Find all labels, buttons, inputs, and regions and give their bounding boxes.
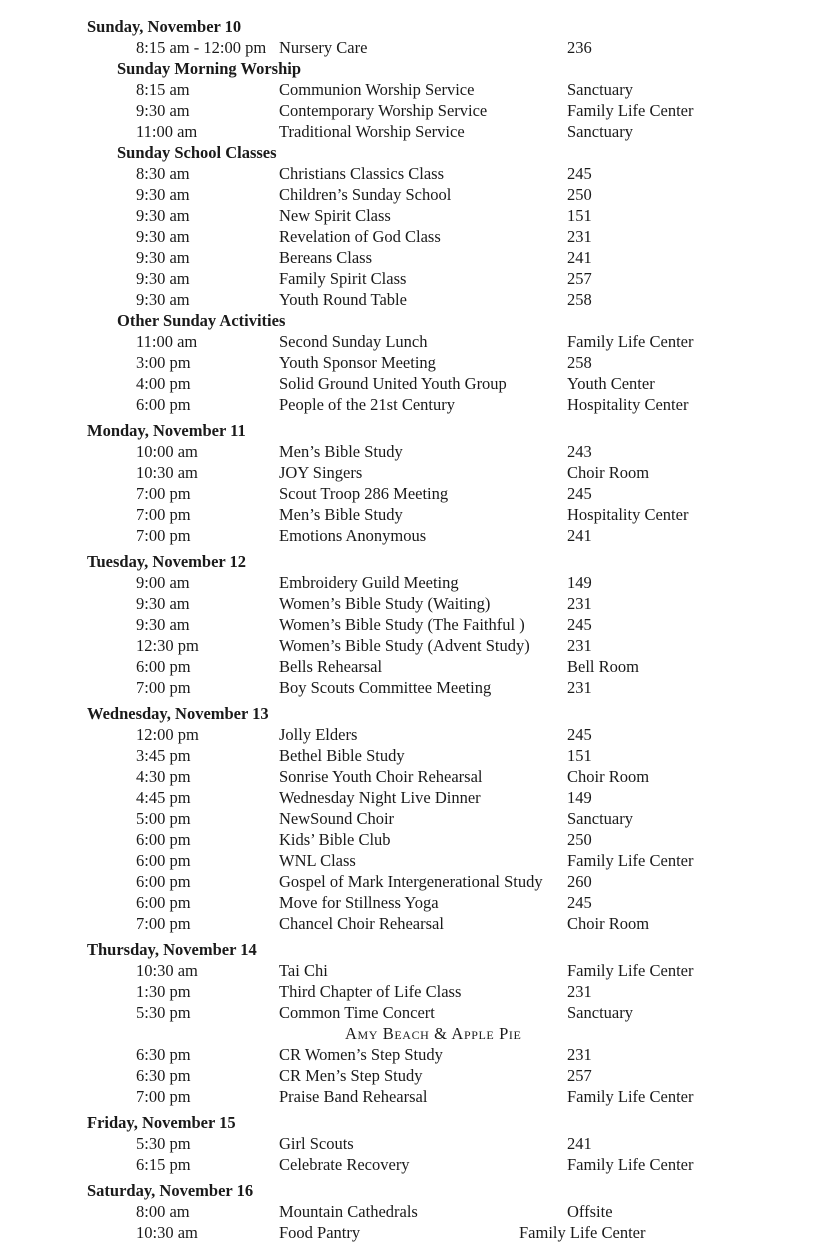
- event-location: 258: [567, 353, 592, 372]
- event-time: 9:30 am: [136, 227, 190, 246]
- event-name: CR Women’s Step Study: [279, 1045, 443, 1064]
- event-location: 151: [567, 746, 592, 765]
- day-section: [0, 1112, 816, 1175]
- schedule-row: [0, 525, 816, 546]
- event-name: Contemporary Worship Service: [279, 101, 488, 120]
- event-time: 6:00 pm: [136, 830, 191, 849]
- event-location: 250: [567, 830, 592, 849]
- schedule-row: [0, 1133, 816, 1154]
- event-location: Offsite: [567, 1202, 613, 1221]
- schedule-row: [0, 892, 816, 913]
- event-time: 7:00 pm: [136, 526, 191, 545]
- event-time: 10:00 am: [136, 442, 198, 461]
- event-name: Gospel of Mark Intergenerational Study: [279, 872, 543, 891]
- event-name: Praise Band Rehearsal: [279, 1087, 428, 1106]
- event-location: Family Life Center: [519, 1223, 646, 1242]
- event-location: 231: [567, 678, 592, 697]
- event-location: Family Life Center: [567, 1087, 694, 1106]
- schedule-row: [0, 394, 816, 415]
- schedule-row: [0, 163, 816, 184]
- event-time: 7:00 pm: [136, 484, 191, 503]
- subsection-heading: Other Sunday Activities: [117, 311, 286, 330]
- schedule-row: [0, 205, 816, 226]
- schedule-row: [0, 572, 816, 593]
- event-location: 245: [567, 725, 592, 744]
- subsection-heading: Sunday School Classes: [117, 143, 277, 162]
- event-name: Solid Ground United Youth Group: [279, 374, 507, 393]
- event-location: 231: [567, 1045, 592, 1064]
- event-location: Sanctuary: [567, 1003, 633, 1022]
- day-heading: Wednesday, November 13: [87, 704, 269, 723]
- event-name: Bereans Class: [279, 248, 373, 267]
- schedule-row: [0, 829, 816, 850]
- event-time: 6:00 pm: [136, 893, 191, 912]
- schedule-row: [0, 268, 816, 289]
- event-name: Women’s Bible Study (Advent Study): [279, 636, 530, 655]
- day-section: [0, 939, 816, 1107]
- event-name: New Spirit Class: [279, 206, 391, 225]
- day-section: [0, 16, 816, 415]
- event-time: 11:00 am: [136, 332, 198, 351]
- event-location: Hospitality Center: [567, 395, 689, 414]
- event-location: Hospitality Center: [567, 505, 689, 524]
- event-time: 5:30 pm: [136, 1134, 191, 1153]
- event-location: 149: [567, 573, 592, 592]
- event-location: 245: [567, 484, 592, 503]
- event-name: Boy Scouts Committee Meeting: [279, 678, 492, 697]
- schedule-row: [0, 745, 816, 766]
- schedule-row: [0, 913, 816, 934]
- schedule-row: [0, 504, 816, 525]
- event-time: 6:30 pm: [136, 1066, 191, 1085]
- event-time: 10:30 am: [136, 463, 198, 482]
- event-time: 6:00 pm: [136, 851, 191, 870]
- event-name: Chancel Choir Rehearsal: [279, 914, 444, 933]
- event-time: 6:15 pm: [136, 1155, 191, 1174]
- event-name: Men’s Bible Study: [279, 442, 403, 461]
- event-time: 4:30 pm: [136, 767, 191, 786]
- event-name: Celebrate Recovery: [279, 1155, 410, 1174]
- event-time: 8:15 am - 12:00 pm: [136, 38, 267, 57]
- event-location: Sanctuary: [567, 80, 633, 99]
- event-time: 4:00 pm: [136, 374, 191, 393]
- event-name: Communion Worship Service: [279, 80, 475, 99]
- event-name: CR Men’s Step Study: [279, 1066, 423, 1085]
- event-time: 5:00 pm: [136, 809, 191, 828]
- schedule-row: [0, 247, 816, 268]
- event-time: 10:30 am: [136, 1223, 198, 1242]
- schedule-row: [0, 373, 816, 394]
- event-name: Women’s Bible Study (The Faithful ): [279, 615, 525, 634]
- schedule-row: [0, 787, 816, 808]
- day-section: [0, 420, 816, 546]
- schedule-row: [0, 677, 816, 698]
- event-name: Jolly Elders: [279, 725, 358, 744]
- event-time: 9:30 am: [136, 269, 190, 288]
- day-heading: Saturday, November 16: [87, 1181, 254, 1200]
- event-name: Scout Troop 286 Meeting: [279, 484, 449, 503]
- event-time: 7:00 pm: [136, 1087, 191, 1106]
- schedule-row: [0, 1086, 816, 1107]
- event-location: Choir Room: [567, 463, 650, 482]
- event-name: Family Spirit Class: [279, 269, 407, 288]
- schedule-row: [0, 100, 816, 121]
- schedule-row: [0, 1222, 816, 1243]
- event-location: 149: [567, 788, 592, 807]
- schedule-row: [0, 37, 816, 58]
- event-location: Bell Room: [567, 657, 639, 676]
- event-location: Family Life Center: [567, 101, 694, 120]
- event-location: 231: [567, 636, 592, 655]
- event-name: Third Chapter of Life Class: [279, 982, 462, 1001]
- day-heading: Sunday, November 10: [87, 17, 242, 36]
- event-name: Second Sunday Lunch: [279, 332, 428, 351]
- event-time: 3:00 pm: [136, 353, 191, 372]
- event-name: JOY Singers: [279, 463, 363, 482]
- schedule-row: [0, 331, 816, 352]
- schedule-row: [0, 1065, 816, 1086]
- event-location: 250: [567, 185, 592, 204]
- event-time: 9:30 am: [136, 290, 190, 309]
- event-time: 6:00 pm: [136, 657, 191, 676]
- event-name: Move for Stillness Yoga: [279, 893, 439, 912]
- schedule-row: [0, 614, 816, 635]
- event-time: 1:30 pm: [136, 982, 191, 1001]
- event-name: Traditional Worship Service: [279, 122, 465, 141]
- schedule-row: [0, 981, 816, 1002]
- event-location: Family Life Center: [567, 851, 694, 870]
- event-location: Sanctuary: [567, 122, 633, 141]
- schedule-row: [0, 462, 816, 483]
- schedule-row: [0, 850, 816, 871]
- event-time: 9:30 am: [136, 594, 190, 613]
- subsection-heading: Sunday Morning Worship: [117, 59, 302, 78]
- schedule-row: [0, 960, 816, 981]
- schedule-row: [0, 441, 816, 462]
- event-name: Emotions Anonymous: [279, 526, 427, 545]
- day-heading: Monday, November 11: [87, 421, 246, 440]
- day-heading: Thursday, November 14: [87, 940, 257, 959]
- event-time: 6:00 pm: [136, 395, 191, 414]
- schedule-row: [0, 1002, 816, 1023]
- event-location: 231: [567, 982, 592, 1001]
- schedule-row: [0, 656, 816, 677]
- event-time: 6:00 pm: [136, 872, 191, 891]
- event-location: 245: [567, 615, 592, 634]
- event-name: Tai Chi: [279, 961, 328, 980]
- day-section: [0, 1180, 816, 1243]
- schedule-row: [0, 1201, 816, 1222]
- day-section: [0, 703, 816, 934]
- schedule-row: [0, 593, 816, 614]
- schedule-row: [0, 1044, 816, 1065]
- schedule-row: [0, 871, 816, 892]
- event-location: 245: [567, 893, 592, 912]
- event-time: 9:00 am: [136, 573, 190, 592]
- event-location: 257: [567, 1066, 592, 1085]
- event-name: Christians Classics Class: [279, 164, 445, 183]
- event-time: 6:30 pm: [136, 1045, 191, 1064]
- event-time: 9:30 am: [136, 206, 190, 225]
- event-time: 9:30 am: [136, 101, 190, 120]
- event-location: 241: [567, 1134, 592, 1153]
- schedule-row: [0, 483, 816, 504]
- schedule-row: [0, 766, 816, 787]
- event-location: 231: [567, 227, 592, 246]
- schedule-row: [0, 1154, 816, 1175]
- event-time: 9:30 am: [136, 185, 190, 204]
- event-name: Revelation of God Class: [279, 227, 441, 246]
- event-time: 7:00 pm: [136, 505, 191, 524]
- event-location: Choir Room: [567, 914, 650, 933]
- event-name: Bethel Bible Study: [279, 746, 405, 765]
- event-name: Common Time Concert: [279, 1003, 435, 1022]
- schedule-row: [0, 635, 816, 656]
- event-name: Food Pantry: [279, 1223, 361, 1242]
- schedule-row: [0, 289, 816, 310]
- event-location: Choir Room: [567, 767, 650, 786]
- event-location: Family Life Center: [567, 961, 694, 980]
- event-location: 258: [567, 290, 592, 309]
- event-location: 257: [567, 269, 592, 288]
- event-location: 243: [567, 442, 592, 461]
- schedule-row: [0, 808, 816, 829]
- event-name: Embroidery Guild Meeting: [279, 573, 459, 592]
- event-time: 5:30 pm: [136, 1003, 191, 1022]
- event-location: Family Life Center: [567, 1155, 694, 1174]
- event-time: 8:15 am: [136, 80, 190, 99]
- event-location: 241: [567, 526, 592, 545]
- event-name: Sonrise Youth Choir Rehearsal: [279, 767, 483, 786]
- event-time: 12:30 pm: [136, 636, 199, 655]
- event-name: WNL Class: [279, 851, 356, 870]
- event-subtitle: Amy Beach & Apple Pie: [345, 1024, 522, 1043]
- day-heading: Tuesday, November 12: [87, 552, 247, 571]
- event-name: Children’s Sunday School: [279, 185, 452, 204]
- event-location: 241: [567, 248, 592, 267]
- event-name: Nursery Care: [279, 38, 368, 57]
- day-heading: Friday, November 15: [87, 1113, 236, 1132]
- weekly-schedule: [0, 16, 816, 1243]
- event-time: 8:30 am: [136, 164, 190, 183]
- schedule-row: [0, 184, 816, 205]
- schedule-row: [0, 352, 816, 373]
- event-location: 260: [567, 872, 592, 891]
- event-time: 7:00 pm: [136, 914, 191, 933]
- event-name: Women’s Bible Study (Waiting): [279, 594, 491, 613]
- event-location: 151: [567, 206, 592, 225]
- event-name: Men’s Bible Study: [279, 505, 403, 524]
- event-location: Family Life Center: [567, 332, 694, 351]
- event-time: 7:00 pm: [136, 678, 191, 697]
- event-name: Youth Sponsor Meeting: [279, 353, 436, 372]
- event-location: Youth Center: [567, 374, 655, 393]
- event-name: NewSound Choir: [279, 809, 395, 828]
- event-name: Mountain Cathedrals: [279, 1202, 418, 1221]
- event-location: Sanctuary: [567, 809, 633, 828]
- event-time: 9:30 am: [136, 615, 190, 634]
- event-name: Bells Rehearsal: [279, 657, 383, 676]
- event-time: 12:00 pm: [136, 725, 199, 744]
- event-name: Wednesday Night Live Dinner: [279, 788, 481, 807]
- event-time: 11:00 am: [136, 122, 198, 141]
- event-time: 8:00 am: [136, 1202, 190, 1221]
- event-time: 9:30 am: [136, 248, 190, 267]
- event-name: Girl Scouts: [279, 1134, 354, 1153]
- event-name: People of the 21st Century: [279, 395, 455, 414]
- schedule-row: [0, 1023, 816, 1044]
- event-time: 4:45 pm: [136, 788, 191, 807]
- event-time: 3:45 pm: [136, 746, 191, 765]
- schedule-row: [0, 79, 816, 100]
- event-location: 245: [567, 164, 592, 183]
- event-location: 231: [567, 594, 592, 613]
- event-name: Youth Round Table: [279, 290, 407, 309]
- event-location: 236: [567, 38, 592, 57]
- event-name: Kids’ Bible Club: [279, 830, 391, 849]
- schedule-row: [0, 724, 816, 745]
- schedule-row: [0, 226, 816, 247]
- event-time: 10:30 am: [136, 961, 198, 980]
- day-section: [0, 551, 816, 698]
- schedule-row: [0, 121, 816, 142]
